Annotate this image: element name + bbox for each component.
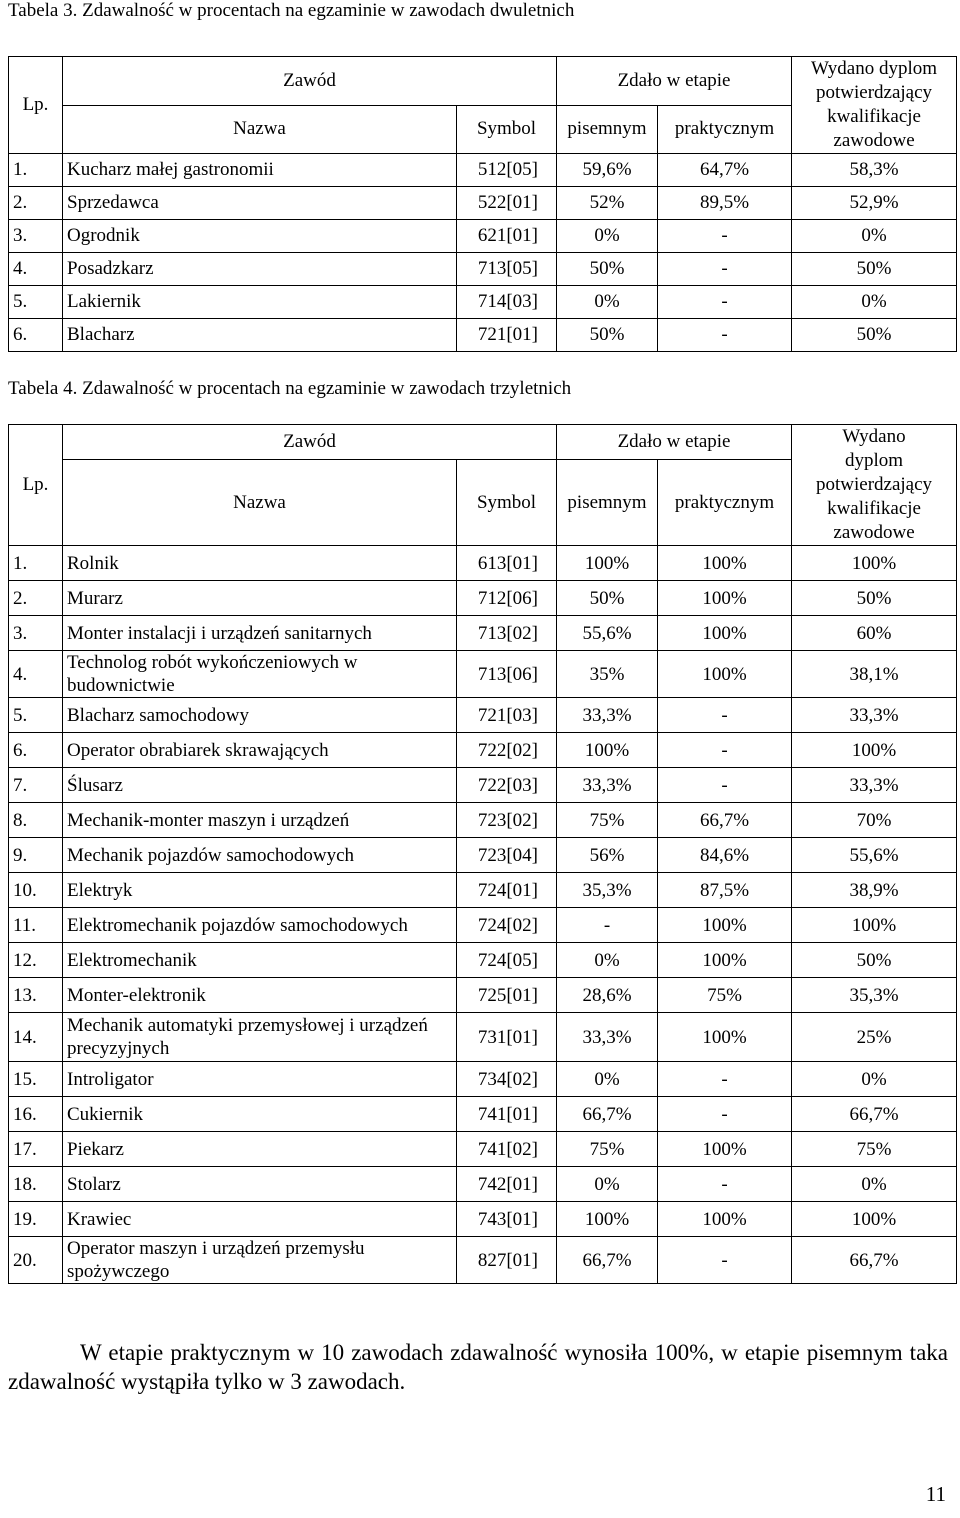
cell-dyplom: 52,9% (792, 187, 957, 220)
cell-symbol: 724[05] (457, 943, 557, 978)
cell-symbol: 512[05] (457, 154, 557, 187)
cell-lp: 5. (9, 286, 63, 319)
table-row (9, 154, 957, 187)
cell-name: Mechanik pojazdów samochodowych (63, 838, 457, 873)
cell-lp: 6. (9, 319, 63, 352)
cell-pisemnym: 35% (557, 651, 658, 698)
table4-header-nazwa: Nazwa (63, 460, 457, 546)
cell-pisemnym: - (557, 908, 658, 943)
cell-name: Cukiernik (63, 1097, 457, 1132)
cell-symbol: 722[03] (457, 768, 557, 803)
cell-symbol: 827[01] (457, 1237, 557, 1284)
cell-symbol: 621[01] (457, 220, 557, 253)
cell-praktycznym: - (658, 1097, 792, 1132)
table4-header-zdalo: Zdało w etapie (557, 425, 792, 460)
cell-name: Operator obrabiarek skrawających (63, 733, 457, 768)
cell-lp: 4. (9, 651, 63, 698)
table-row (9, 1167, 957, 1202)
cell-dyplom: 38,9% (792, 873, 957, 908)
cell-lp: 16. (9, 1097, 63, 1132)
page-number: 11 (925, 1482, 946, 1506)
cell-pisemnym: 66,7% (557, 1097, 658, 1132)
table-row (9, 838, 957, 873)
table-row (9, 908, 957, 943)
cell-name: Murarz (63, 581, 457, 616)
cell-name: Technolog robót wykończeniowych w budownictwie (63, 651, 457, 698)
cell-lp: 1. (9, 546, 63, 581)
cell-dyplom: 50% (792, 253, 957, 286)
cell-symbol: 713[02] (457, 616, 557, 651)
cell-praktycznym: 84,6% (658, 838, 792, 873)
cell-dyplom: 33,3% (792, 768, 957, 803)
cell-dyplom: 66,7% (792, 1237, 957, 1284)
cell-pisemnym: 0% (557, 1167, 658, 1202)
cell-lp: 11. (9, 908, 63, 943)
cell-pisemnym: 75% (557, 803, 658, 838)
cell-lp: 10. (9, 873, 63, 908)
cell-dyplom: 50% (792, 319, 957, 352)
cell-praktycznym: - (658, 319, 792, 352)
cell-dyplom: 60% (792, 616, 957, 651)
cell-pisemnym: 55,6% (557, 616, 658, 651)
cell-dyplom: 25% (792, 1013, 957, 1062)
cell-dyplom: 100% (792, 908, 957, 943)
cell-praktycznym: - (658, 1062, 792, 1097)
cell-lp: 17. (9, 1132, 63, 1167)
cell-symbol: 721[01] (457, 319, 557, 352)
cell-name: Elektryk (63, 873, 457, 908)
table4-header-praktycznym: praktycznym (658, 460, 792, 546)
cell-pisemnym: 0% (557, 943, 658, 978)
cell-dyplom: 35,3% (792, 978, 957, 1013)
cell-dyplom: 100% (792, 1202, 957, 1237)
cell-praktycznym: - (658, 1237, 792, 1284)
table4-header-pisemnym: pisemnym (557, 460, 658, 546)
table-row (9, 1202, 957, 1237)
cell-dyplom: 38,1% (792, 651, 957, 698)
table4-header-zawod: Zawód (63, 425, 557, 460)
table-row (9, 1062, 957, 1097)
cell-dyplom: 33,3% (792, 698, 957, 733)
cell-symbol: 742[01] (457, 1167, 557, 1202)
table4 (8, 424, 957, 1284)
cell-name: Monter instalacji i urządzeń sanitarnych (63, 616, 457, 651)
cell-dyplom: 100% (792, 546, 957, 581)
cell-symbol: 724[01] (457, 873, 557, 908)
table-row (9, 616, 957, 651)
table3-caption: Tabela 3. Zdawalność w procentach na egzaminie w zawodach dwuletnich (8, 0, 575, 21)
table-row (9, 873, 957, 908)
cell-pisemnym: 0% (557, 286, 658, 319)
cell-praktycznym: 100% (658, 1013, 792, 1062)
cell-lp: 5. (9, 698, 63, 733)
cell-lp: 2. (9, 581, 63, 616)
cell-name: Blacharz samochodowy (63, 698, 457, 733)
cell-lp: 4. (9, 253, 63, 286)
cell-symbol: 722[02] (457, 733, 557, 768)
cell-lp: 7. (9, 768, 63, 803)
table-row (9, 1013, 957, 1062)
cell-lp: 15. (9, 1062, 63, 1097)
cell-praktycznym: 100% (658, 581, 792, 616)
cell-symbol: 724[02] (457, 908, 557, 943)
cell-name: Ogrodnik (63, 220, 457, 253)
cell-pisemnym: 0% (557, 220, 658, 253)
cell-lp: 1. (9, 154, 63, 187)
cell-symbol: 713[06] (457, 651, 557, 698)
cell-dyplom: 100% (792, 733, 957, 768)
table4-header-symbol: Symbol (457, 460, 557, 546)
cell-symbol: 741[02] (457, 1132, 557, 1167)
table-row (9, 803, 957, 838)
cell-praktycznym: 64,7% (658, 154, 792, 187)
cell-dyplom: 50% (792, 943, 957, 978)
cell-name: Stolarz (63, 1167, 457, 1202)
cell-name: Piekarz (63, 1132, 457, 1167)
cell-name: Rolnik (63, 546, 457, 581)
cell-dyplom: 55,6% (792, 838, 957, 873)
summary-paragraph (8, 1338, 948, 1396)
cell-name: Mechanik-monter maszyn i urządzeń (63, 803, 457, 838)
table-row (9, 733, 957, 768)
cell-praktycznym: 100% (658, 651, 792, 698)
cell-name: Introligator (63, 1062, 457, 1097)
cell-dyplom: 0% (792, 1167, 957, 1202)
table-row (9, 1097, 957, 1132)
cell-pisemnym: 33,3% (557, 768, 658, 803)
cell-name: Kucharz małej gastronomii (63, 154, 457, 187)
cell-pisemnym: 56% (557, 838, 658, 873)
cell-symbol: 731[01] (457, 1013, 557, 1062)
cell-dyplom: 50% (792, 581, 957, 616)
table4-caption: Tabela 4. Zdawalność w procentach na egzaminie w zawodach trzyletnich (8, 378, 572, 399)
cell-lp: 18. (9, 1167, 63, 1202)
cell-lp: 20. (9, 1237, 63, 1284)
cell-pisemnym: 50% (557, 581, 658, 616)
table-row (9, 546, 957, 581)
cell-name: Monter-elektronik (63, 978, 457, 1013)
cell-symbol: 721[03] (457, 698, 557, 733)
cell-praktycznym: - (658, 733, 792, 768)
cell-praktycznym: 100% (658, 546, 792, 581)
cell-symbol: 743[01] (457, 1202, 557, 1237)
cell-name: Krawiec (63, 1202, 457, 1237)
cell-pisemnym: 50% (557, 253, 658, 286)
cell-name: Sprzedawca (63, 187, 457, 220)
cell-name: Ślusarz (63, 768, 457, 803)
cell-praktycznym: 100% (658, 908, 792, 943)
cell-praktycznym: 75% (658, 978, 792, 1013)
cell-praktycznym: 100% (658, 1202, 792, 1237)
cell-dyplom: 0% (792, 220, 957, 253)
cell-symbol: 712[06] (457, 581, 557, 616)
cell-praktycznym: 100% (658, 1132, 792, 1167)
cell-pisemnym: 100% (557, 1202, 658, 1237)
cell-symbol: 522[01] (457, 187, 557, 220)
table-row (9, 220, 957, 253)
cell-pisemnym: 28,6% (557, 978, 658, 1013)
table-row (9, 651, 957, 698)
cell-lp: 2. (9, 187, 63, 220)
cell-lp: 6. (9, 733, 63, 768)
table4-header-lp: Lp. (9, 425, 63, 546)
cell-symbol: 714[03] (457, 286, 557, 319)
cell-symbol: 713[05] (457, 253, 557, 286)
table-row (9, 768, 957, 803)
cell-dyplom: 0% (792, 286, 957, 319)
table-row (9, 581, 957, 616)
cell-name: Lakiernik (63, 286, 457, 319)
cell-name: Elektromechanik (63, 943, 457, 978)
cell-pisemnym: 35,3% (557, 873, 658, 908)
cell-dyplom: 58,3% (792, 154, 957, 187)
cell-lp: 14. (9, 1013, 63, 1062)
cell-symbol: 723[04] (457, 838, 557, 873)
cell-lp: 8. (9, 803, 63, 838)
cell-pisemnym: 75% (557, 1132, 658, 1167)
cell-symbol: 725[01] (457, 978, 557, 1013)
cell-pisemnym: 59,6% (557, 154, 658, 187)
table3-header-pisemnym: pisemnym (557, 105, 658, 154)
cell-symbol: 741[01] (457, 1097, 557, 1132)
table-row (9, 1132, 957, 1167)
cell-pisemnym: 52% (557, 187, 658, 220)
cell-dyplom: 70% (792, 803, 957, 838)
cell-praktycznym: 87,5% (658, 873, 792, 908)
table4-header-wydano: Wydano dyplom potwierdzający kwalifikacje zawodowe (792, 425, 957, 546)
table-row (9, 978, 957, 1013)
cell-pisemnym: 66,7% (557, 1237, 658, 1284)
table3-header-nazwa: Nazwa (63, 105, 457, 154)
table-row (9, 286, 957, 319)
cell-pisemnym: 33,3% (557, 1013, 658, 1062)
table3-header-zawod: Zawód (63, 57, 557, 106)
cell-praktycznym: 100% (658, 616, 792, 651)
cell-symbol: 734[02] (457, 1062, 557, 1097)
cell-praktycznym: 89,5% (658, 187, 792, 220)
table-row (9, 253, 957, 286)
cell-lp: 9. (9, 838, 63, 873)
cell-praktycznym: 66,7% (658, 803, 792, 838)
cell-praktycznym: - (658, 253, 792, 286)
table-row (9, 698, 957, 733)
cell-symbol: 723[02] (457, 803, 557, 838)
cell-pisemnym: 50% (557, 319, 658, 352)
table3-header-praktycznym: praktycznym (658, 105, 792, 154)
cell-pisemnym: 100% (557, 733, 658, 768)
table3-header-wydano: Wydano dyplom potwierdzający kwalifikacje zawodowe (792, 57, 957, 154)
table-row (9, 1237, 957, 1284)
table3-header-zdalo: Zdało w etapie (557, 57, 792, 106)
table3 (8, 56, 957, 352)
cell-praktycznym: 100% (658, 943, 792, 978)
cell-praktycznym: - (658, 220, 792, 253)
cell-name: Blacharz (63, 319, 457, 352)
cell-lp: 13. (9, 978, 63, 1013)
cell-praktycznym: - (658, 698, 792, 733)
cell-name: Mechanik automatyki przemysłowej i urządzeń precyzyjnych (63, 1013, 457, 1062)
table-row (9, 319, 957, 352)
cell-lp: 3. (9, 616, 63, 651)
cell-lp: 19. (9, 1202, 63, 1237)
cell-name: Posadzkarz (63, 253, 457, 286)
cell-lp: 3. (9, 220, 63, 253)
cell-lp: 12. (9, 943, 63, 978)
cell-praktycznym: - (658, 286, 792, 319)
cell-praktycznym: - (658, 768, 792, 803)
cell-pisemnym: 0% (557, 1062, 658, 1097)
cell-dyplom: 75% (792, 1132, 957, 1167)
cell-dyplom: 66,7% (792, 1097, 957, 1132)
cell-dyplom: 0% (792, 1062, 957, 1097)
table-row (9, 943, 957, 978)
summary-text: W etapie praktycznym w 10 zawodach zdawalność wynosiła 100%, w etapie pisemnym taka zdawalność wystąpiła tylko w 3 zawodach. (8, 1340, 948, 1394)
table3-header-lp: Lp. (9, 57, 63, 154)
table3-header-symbol: Symbol (457, 105, 557, 154)
table-row (9, 187, 957, 220)
cell-praktycznym: - (658, 1167, 792, 1202)
cell-pisemnym: 33,3% (557, 698, 658, 733)
cell-name: Operator maszyn i urządzeń przemysłu spożywczego (63, 1237, 457, 1284)
cell-name: Elektromechanik pojazdów samochodowych (63, 908, 457, 943)
cell-pisemnym: 100% (557, 546, 658, 581)
cell-symbol: 613[01] (457, 546, 557, 581)
